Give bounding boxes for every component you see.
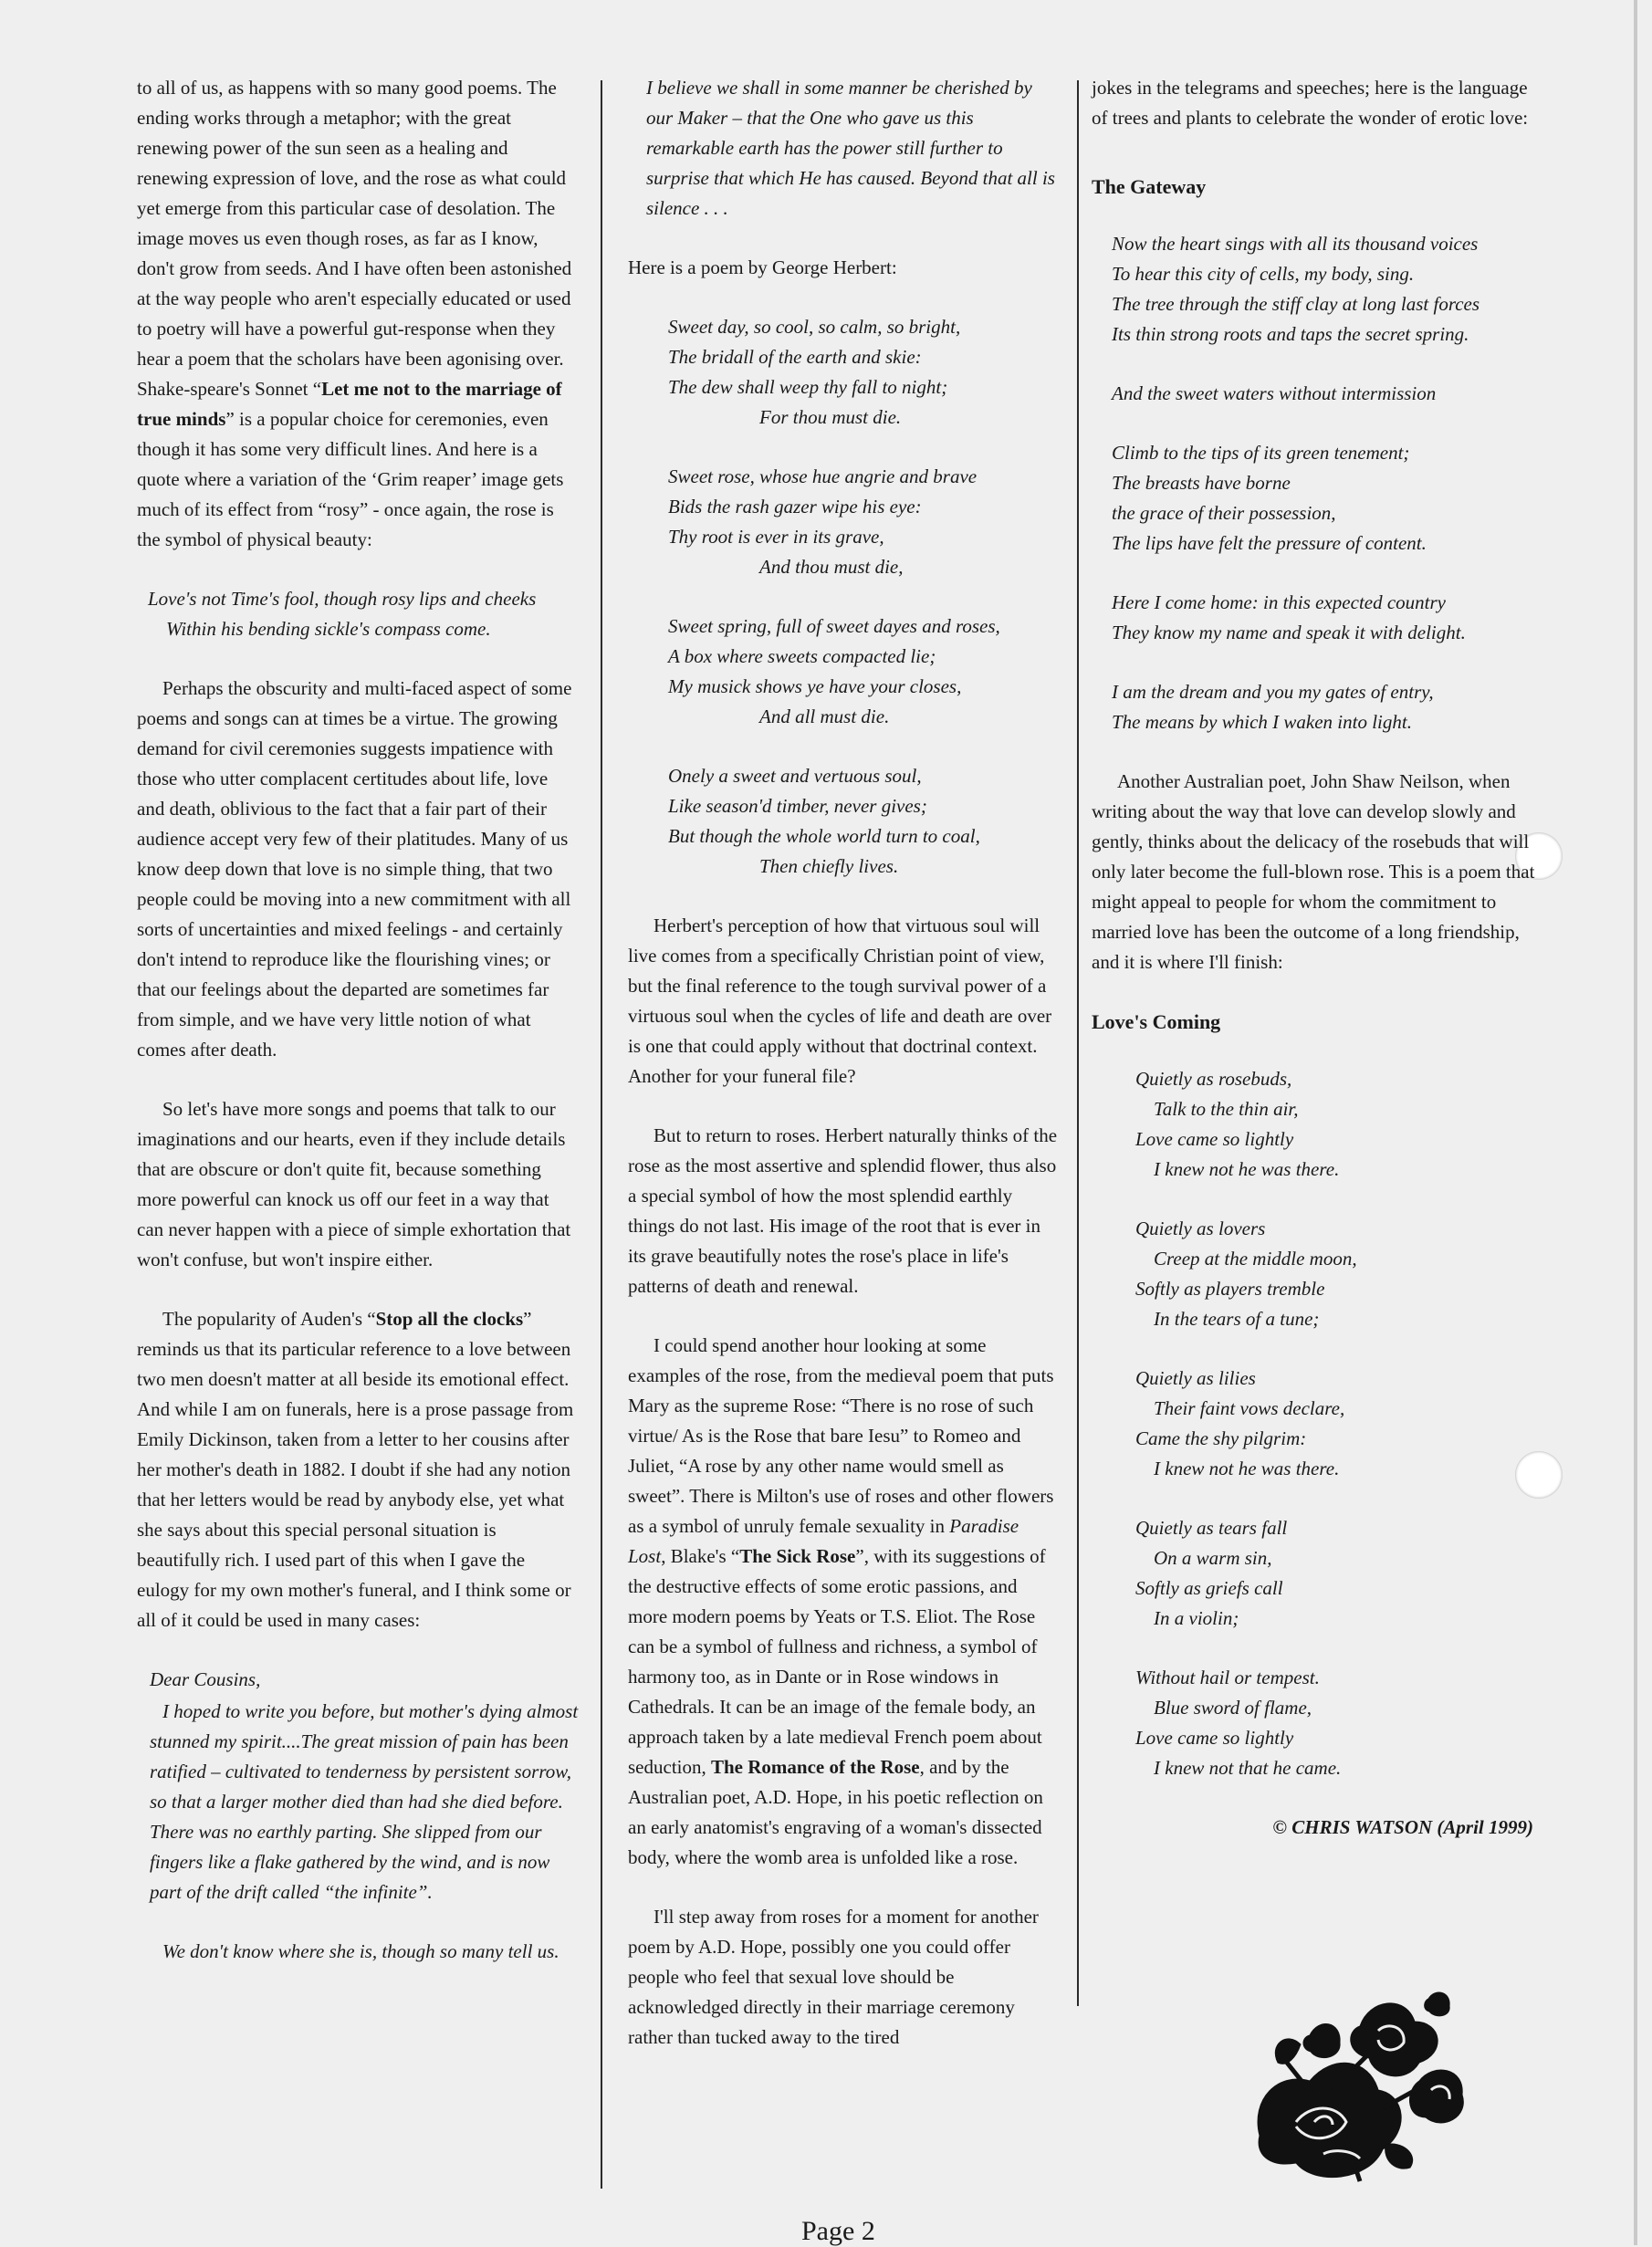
herbert-intro: Here is a poem by George Herbert: <box>628 256 897 278</box>
loves-coming-stanza: Quietly as lovers Creep at the middle moon, Softly as players tremble In the tears of a tune; <box>1135 1218 1357 1330</box>
column-3 <box>1092 73 1539 1855</box>
paragraph: So let's have more songs and poems that talk to our imaginations and our hearts, even if they include details that are obscure or don't quite fit, because something more powerful can knock us off our feet in a way that can never happen with a piece of simple exhortation that won't confuse, but won't inspire either. <box>137 1098 571 1270</box>
herbert-stanza: Sweet day, so cool, so calm, so bright, The bridall of the earth and skie: The dew shall weep thy fall to night; For thou must die. <box>668 316 961 428</box>
herbert-stanza: Sweet rose, whose hue angrie and brave Bids the rash gazer wipe his eye: Thy root is ever in its grave, And thou must die, <box>668 465 978 578</box>
column-2 <box>628 73 1059 2082</box>
page-edge <box>1634 0 1637 2245</box>
letter-end: We don't know where she is, though so many tell us. <box>162 1940 559 1962</box>
paragraph: Herbert's perception of how that virtuous soul will live comes from a specifically Christian point of view, but the final reference to the tough survival power of a virtuous soul when the cycles of life and death are over is one that could apply without that doctrinal context. Another for your funeral file? <box>628 914 1052 1087</box>
paragraph: Another Australian poet, John Shaw Neilson, when writing about the way that love can develop slowly and gently, thinks about the delicacy of the rosebuds that will only later become the full-blown rose. This is a poem that might appeal to people for whom the commitment to married love has been the outcome of a long friendship, and it is where I'll finish: <box>1092 770 1535 973</box>
rose-illustration <box>1223 1971 1497 2190</box>
letter-body: I hoped to write you before, but mother's dying almost stunned my spirit....The great mission of pain has been ratified – cultivated to tenderness by persistent sorrow, so that a larger mother died than had she died before. There was no earthly parting. She slipped from our fingers like a flake gathered by the wind, and is now part of the drift called “the infinite”. <box>150 1700 579 1903</box>
gateway-stanza: Now the heart sings with all its thousand voices To hear this city of cells, my body, sing. The tree through the stiff clay at long last forces Its thin strong roots and taps the secret spring. <box>1112 233 1480 345</box>
column-rule <box>1077 80 1079 2006</box>
poem-title: Stop all the clocks <box>375 1308 524 1330</box>
letter-quote <box>137 1665 580 1967</box>
column-rule <box>601 80 602 2189</box>
intro-quote: I believe we shall in some manner be cherished by our Maker – that the One who gave us this remarkable earth has the power still further to surprise that which He has caused. Beyond that all is silence . . . <box>646 77 1055 219</box>
loves-coming-stanza: Quietly as tears fall On a warm sin, Softly as griefs call In a violin; <box>1135 1517 1288 1629</box>
paragraph: But to return to roses. Herbert naturally thinks of the rose as the most assertive and splendid flower, thus also a special symbol of how the most splendid earthly things do not last. His image of the root that is ever in its grave beautifully notes the rose's place in life's patterns of death and renewal. <box>628 1124 1058 1297</box>
letter-salutation: Dear Cousins, <box>150 1668 261 1690</box>
column-1 <box>137 73 580 1967</box>
poem-heading: The Gateway <box>1092 175 1207 198</box>
paragraph: jokes in the telegrams and speeches; here is the language of trees and plants to celebrate the wonder of erotic love: <box>1092 77 1529 129</box>
work-title: Paradise Lost <box>628 1515 1019 1567</box>
gateway-stanza: Here I come home: in this expected country They know my name and speak it with delight. <box>1112 591 1466 643</box>
poem-title: The Romance of the Rose <box>710 1756 920 1778</box>
herbert-stanza: Sweet spring, full of sweet dayes and roses, A box where sweets compacted lie; My musick shows ye have your closes, And all must die. <box>668 615 1000 727</box>
loves-coming-stanza: Quietly as rosebuds, Talk to the thin air, Love came so lightly I knew not he was there. <box>1135 1068 1340 1180</box>
sonnet-title: Let me not to the marriage of true minds <box>137 378 562 430</box>
copyright-line: © CHRIS WATSON (April 1999) <box>1272 1816 1533 1838</box>
poem-heading: Love's Coming <box>1092 1010 1221 1033</box>
paragraph: Perhaps the obscurity and multi-faced aspect of some poems and songs can at times be a virtue. The growing demand for civil ceremonies suggests impatience with those who utter complacent certitudes about life, love and death, oblivious to the fact that a fair part of their audience accept very few of their platitudes. Many of us know deep down that love is no simple thing, that two people could be moving into a new commitment with all sorts of uncertainties and mixed feelings - and certainly don't intend to reproduce like the flourishing vines; or that our feelings about the departed are sometimes far from simple, and we have very little notion of what comes after death. <box>137 677 572 1061</box>
gateway-stanza: And the sweet waters without intermission <box>1112 382 1437 404</box>
quote-block: Love's not Time's fool, though rosy lips and cheeks Within his bending sickle's compass come. <box>148 588 537 640</box>
paragraph: The popularity of Auden's “Stop all the clocks” reminds us that its particular reference to a love between two men doesn't matter at all beside its emotional effect. And while I am on funerals, here is a prose passage from Emily Dickinson, taken from a letter to her cousins after her mother's death in 1882. I doubt if she had any notion that her letters would be read by anybody else, yet what she says about this special personal situation is beautifully rich. I used part of this when I gave the eulogy for my own mother's funeral, and I think some or all of it could be used in many cases: <box>137 1308 574 1631</box>
paragraph: I could spend another hour looking at some examples of the rose, from the medieval poem that puts Mary as the supreme Rose: “There is no rose of such virtue/ As is the Rose that bare Iesu” to Romeo and Juliet, “A rose by any other name would smell as sweet”. There is Milton's use of roses and other flowers as a symbol of unruly female sexuality in Paradise Lost, Blake's “The Sick Rose”, with its suggestions of the destructive effects of some erotic passions, and more modern poems by Yeats or T.S. Eliot. The Rose can be a symbol of fullness and richness, a symbol of harmony too, as in Dante or in Rose windows in Cathedrals. It can be an image of the female body, an approach taken by a late medieval French poem about seduction, The Romance of the Rose, and by the Australian poet, A.D. Hope, in his poetic reflection on an early anatomist's engraving of a woman's dissected body, where the womb area is unfolded like a rose. <box>628 1334 1054 1868</box>
gateway-stanza: Climb to the tips of its green tenement; The breasts have borne the grace of their possession, The lips have felt the pressure of content. <box>1112 442 1427 554</box>
paragraph: I'll step away from roses for a moment for another poem by A.D. Hope, possibly one you could offer people who feel that sexual love should be acknowledged directly in their marriage ceremony rather than tucked away to the tired <box>628 1906 1039 2048</box>
loves-coming-stanza: Without hail or tempest. Blue sword of flame, Love came so lightly I knew not that he came. <box>1135 1667 1342 1779</box>
herbert-stanza: Onely a sweet and vertuous soul, Like season'd timber, never gives; But though the whole world turn to coal, Then chiefly lives. <box>668 765 980 877</box>
loves-coming-stanza: Quietly as lilies Their faint vows declare, Came the shy pilgrim: I knew not he was there. <box>1135 1367 1345 1479</box>
poem-title: The Sick Rose <box>739 1545 856 1567</box>
page-number: Page 2 <box>801 2216 875 2246</box>
paragraph: to all of us, as happens with so many good poems. The ending works through a metaphor; with the great renewing power of the sun seen as a healing and renewing expression of love, and the rose as what could yet emerge from this particular case of desolation. The image moves us even though roses, as far as I know, don't grow from seeds. And I have often been astonished at the way people who aren't especially educated or used to poetry will have a powerful gut-response when they hear a poem that the scholars have been agonising over. Shake-speare's Sonnet “Let me not to the marriage of true minds” is a popular choice for ceremonies, even though it has some very difficult lines. And here is a quote where a variation of the ‘Grim reaper’ image gets much of its effect from “rosy” - once again, the rose is the symbol of physical beauty: <box>137 77 572 550</box>
gateway-stanza: I am the dream and you my gates of entry, The means by which I waken into light. <box>1112 681 1434 733</box>
